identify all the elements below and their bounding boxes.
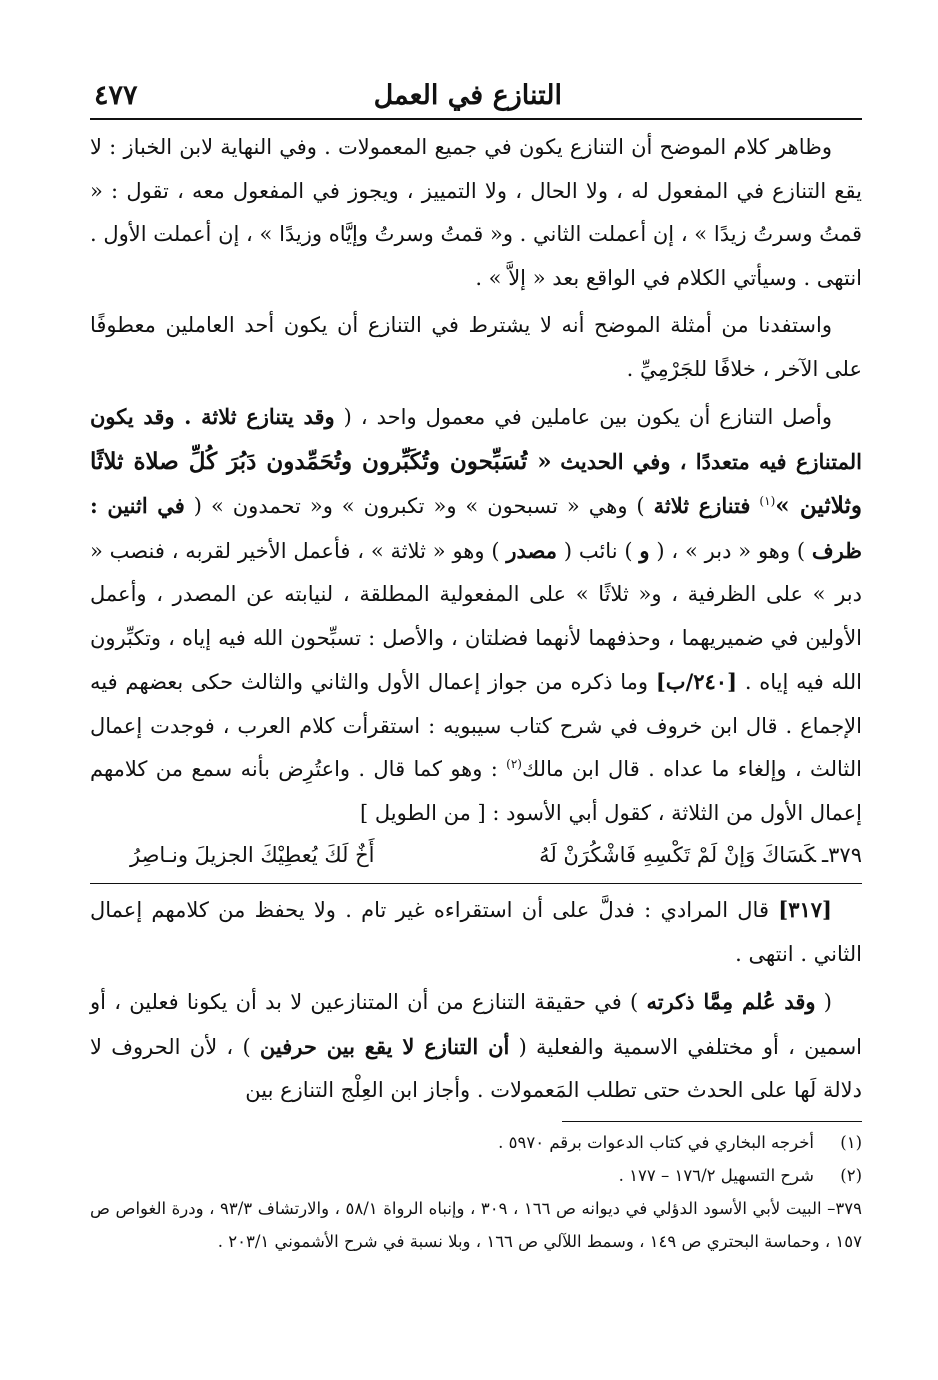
verse-text-1: كَسَاكَ وَإنْ لَمْ تَكْسِهِ فَاشْكُرَنْ لَهُ bbox=[539, 843, 816, 867]
text-segment: وأصل التنازع أن يكون بين عاملين في معمول واحد ، ( bbox=[343, 405, 832, 429]
matn-text: وقد عُلم مِمَّا ذكرته bbox=[646, 989, 816, 1014]
footnote-divider bbox=[562, 1121, 862, 1122]
text-segment: قال المرادي : فدلَّ على أن استقراءه غير تام . ولا يحفظ من كلامهم إعمال الثاني . انتهى . bbox=[90, 898, 862, 966]
text-segment: ) وهو « دبر » ، ( bbox=[656, 538, 806, 563]
footnote-text: شرح التسهيل ١٧٦/٢ – ١٧٧ . bbox=[618, 1165, 814, 1185]
matn-text: في اثنين : ظرف bbox=[90, 493, 862, 563]
running-title: التنازع في العمل bbox=[373, 80, 562, 111]
footnote-marker-2[interactable]: (٢) bbox=[506, 757, 522, 771]
text-segment: ) في حقيقة التنازع من أن المتنازعين لا بد أن يكونا فعلين ، أو اسمين ، أو مختلفي الاسمية والفعلية ( bbox=[90, 990, 862, 1059]
paragraph-1: وظاهر كلام الموضح أن التنازع يكون في جميع المعمولات . وفي النهاية لابن الخباز : لا يقع التنازع في المفعول له ، ولا الحال ، ولا التمييز ، ويجوز في المفعول معه ، تقول : « قمتُ وسرتُ زيدًا » ، إن أعملت الثاني . و« قمتُ وسرتُ وإيَّاه وزيدًا » ، إن أعملت الأول . انتهى . وسيأتي الكلام في الواقع بعد « إلاَّ » . bbox=[90, 135, 862, 290]
page-number: ٤٧٧ bbox=[94, 80, 138, 111]
text-segment: ) نائب ( bbox=[563, 538, 633, 563]
verse-source-note: ٣٧٩– البيت لأبي الأسود الدؤلي في ديوانه ص ١٦٦ ، ٣٠٩ ، وإنباه الرواة ٥٨/١ ، والارتشاف ٩٣/٣ ، ودرة الغواص ص ١٥٧ ، وحماسة البحتري ص ١٤٩ ، وسمط اللآلي ص ١٦٦ ، وبلا نسبة في شرح الأشموني ٢٠٣/١ . bbox=[90, 1198, 863, 1251]
footnote-1 bbox=[90, 1126, 862, 1159]
paragraph-5 bbox=[90, 980, 862, 1113]
text-segment: ( bbox=[823, 990, 832, 1014]
verse-number: ٣٧٩ـ bbox=[822, 843, 862, 867]
text-segment: ) وهو « ثلاثة » ، فأعمل الأخير لقربه ، فنصب « دبر » على الظرفية ، و« ثلاثًا » على المفعولية المطلقة ، لنيابته عن المصدر ، وأعمل الأولين في ضميريهما ، وحذفهما لأنهما فضلتان ، والأصل : تسبِّحون الله فيه إياه ، وتكبِّرون الله فيه إياه . bbox=[90, 538, 863, 694]
text-segment: وما ذكره من جواز إعمال الأول والثاني والثالث حكى بعضهم فيه الإجماع . قال ابن خروف في شرح كتاب سيبويه : استقرأت كلام العرب ، فوجدت إعمال الثالث ، وإلغاء ما عداه . قال ابن مالك bbox=[90, 670, 862, 781]
text-segment: ) وهي « تسبحون » و« تكبرون » و« تحمدون » ( bbox=[193, 494, 645, 518]
text-segment: ) ، لأن الحروف لا دلالة لَها على الحدث حتى تطلب المَعمولات . وأجاز ابن العِلْج التنازع بين bbox=[90, 1034, 862, 1102]
matn-text: وقد يتنازع ثلاثة . وقد يكون المتنازع فيه متعددًا ، وفي الحديث bbox=[90, 404, 862, 474]
verse-divider bbox=[90, 883, 862, 884]
footnote-marker-1[interactable]: (١) bbox=[759, 494, 776, 508]
matn-text: و bbox=[639, 537, 650, 563]
footnote-number: (١) bbox=[840, 1132, 862, 1152]
verse-hemistich-2: أَخٌ لَكَ يُعطِيْكَ الجزيلَ ونـاصِرُ bbox=[130, 843, 375, 867]
manuscript-reference: [٢٤٠/ب] bbox=[655, 669, 738, 694]
footnote-text: أخرجه البخاري في كتاب الدعوات برقم ٥٩٧٠ . bbox=[498, 1132, 814, 1152]
text-segment: : وهو كما قال . واعتُرِض بأنه سمع من كلامهم إعمال الأول من الثلاثة ، كقول أبي الأسود : [ من الطويل ] bbox=[90, 757, 862, 825]
manuscript-reference: [٣١٧] bbox=[778, 897, 832, 922]
footnote-number: (٢) bbox=[840, 1165, 862, 1185]
verse-hemistich-1 bbox=[539, 835, 862, 875]
hadith-quote: « تُسَبِّحون وتُكَبِّرون وتُحَمِّدون دَبُرَ كُلِّ صلاة ثلاثًا وثلاثين » bbox=[90, 447, 862, 519]
matn-text: أن التنازع لا يقع بين حرفين bbox=[259, 1033, 510, 1059]
footnotes bbox=[90, 1126, 862, 1258]
paragraph-3 bbox=[90, 395, 862, 835]
page-header bbox=[90, 78, 862, 120]
poetry-verse bbox=[90, 835, 862, 875]
main-text bbox=[90, 126, 862, 1113]
book-page bbox=[90, 78, 862, 1258]
footnote-2 bbox=[90, 1159, 862, 1192]
matn-text: مصدر bbox=[506, 537, 557, 563]
matn-text: فتنازع ثلاثة bbox=[653, 493, 751, 518]
paragraph-4 bbox=[90, 888, 862, 976]
paragraph-2: واستفدنا من أمثلة الموضح أنه لا يشترط في التنازع أن يكون أحد العاملين معطوفًا على الآخر ، خلافًا للجَرْمِيِّ . bbox=[90, 313, 862, 381]
